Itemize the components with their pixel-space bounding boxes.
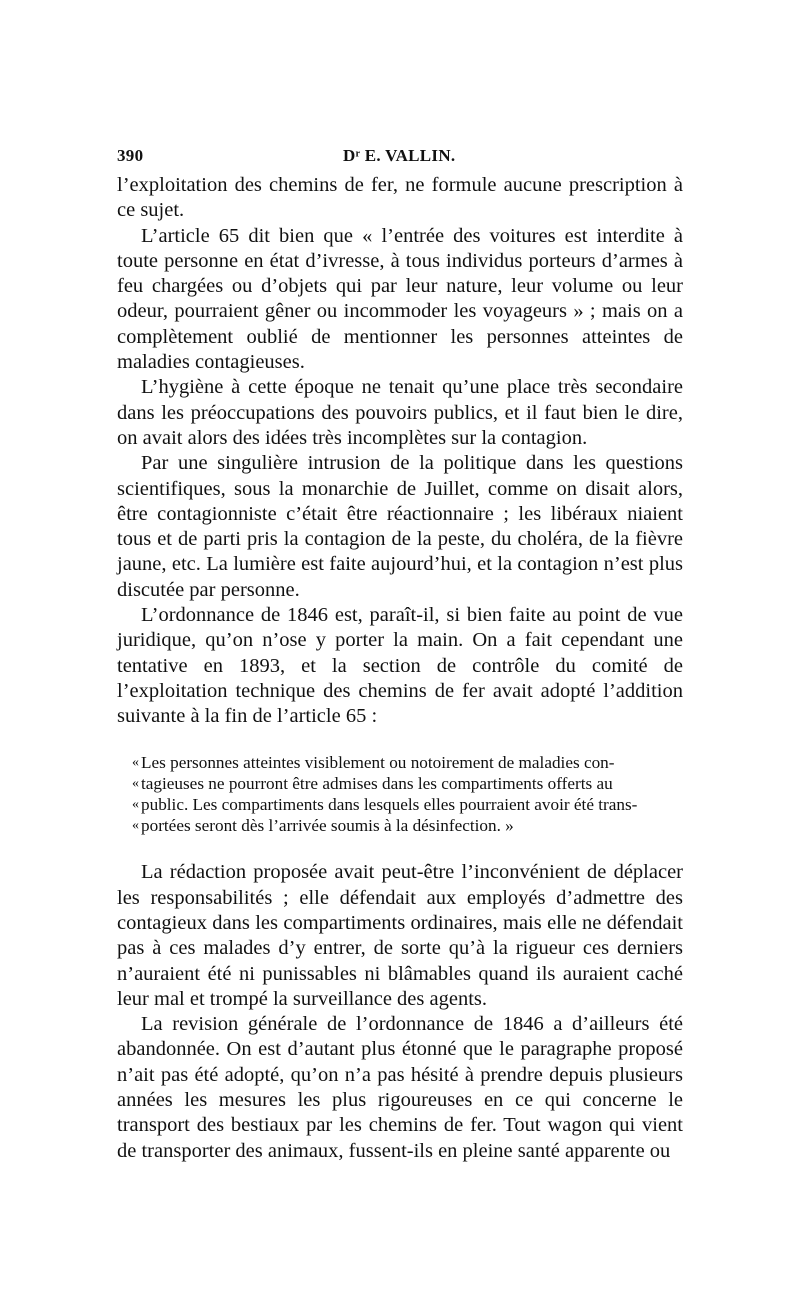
quote-text: Les personnes atteintes visiblement ou notoirement de maladies con- <box>141 752 615 772</box>
quote-text: public. Les compartiments dans lesquels elles pourraient avoir été trans- <box>141 794 638 814</box>
quote-text: tagieuses ne pourront être admises dans les compartiments offerts au <box>141 773 613 793</box>
quote-mark: « <box>132 775 139 791</box>
paragraph-politics: Par une singulière intrusion de la politique dans les questions scientifiques, sous la monarchie de Juillet, comme on disait alors, être contagionniste c’était être réactionnaire ; les libéraux niaient tous et de parti pris la contagion de la peste, du choléra, de la fièvre jaune, etc. La lumière est faite aujourd’hui, et la contagion n’est plus discutée par personne. <box>117 452 683 601</box>
book-page <box>117 146 683 1164</box>
block-quote <box>117 752 683 837</box>
quote-mark: « <box>132 818 139 834</box>
page-number: 390 <box>117 146 144 165</box>
quote-line <box>117 794 683 815</box>
paragraph-revision: La revision générale de l’ordonnance de 1846 a d’ailleurs été abandonnée. On est d’autant plus étonné que le paragraphe proposé n’ait pas été adopté, qu’on n’a pas hésité à prendre depuis plusieurs années les mesures les plus rigoureuses en ce qui concerne le transport des bestiaux par les chemins de fer. Tout wagon qui vient de transporter des animaux, fussent-ils en pleine santé apparente ou <box>117 1013 683 1162</box>
quote-line <box>117 773 683 794</box>
quote-line <box>117 752 683 773</box>
paragraph-continuation: l’exploitation des chemins de fer, ne formule aucune prescription à ce sujet. <box>117 174 683 222</box>
paragraph-ordonnance-1846: L’ordonnance de 1846 est, paraît-il, si bien faite au point de vue juridique, qu’on n’ose y porter la main. On a fait cependant une tentative en 1893, et la section de contrôle du comité de l’exploitation technique des chemins de fer avait adopté l’addition suivante à la fin de l’article 65 : <box>117 604 683 728</box>
running-head <box>117 146 683 172</box>
paragraph-redaction: La rédaction proposée avait peut-être l’inconvénient de déplacer les responsabilités ; elle défendait aux employés d’admettre des contagieux dans les compartiments ordinaires, mais elle ne défendait pas à ces malades d’y entrer, de sorte qu’à la rigueur ces derniers n’auraient été ni punissables ni blâmables quand ils auraient caché leur mal et trompé la surveillance des agents. <box>117 861 683 1010</box>
running-title: Dʳ E. VALLIN. <box>343 146 456 165</box>
quote-mark: « <box>132 754 139 770</box>
paragraph-hygiene: L’hygiène à cette époque ne tenait qu’une place très secondaire dans les préoccupations des pouvoirs publics, et il faut bien le dire, on avait alors des idées très incomplètes sur la contagion. <box>117 376 683 449</box>
quote-mark: « <box>132 796 139 812</box>
paragraph-article-65: L’article 65 dit bien que « l’entrée des voitures est interdite à toute personne en état d’ivresse, à tous individus porteurs d’armes à feu chargées ou d’objets qui par leur nature, leur volume ou leur odeur, pourraient gêner ou incommoder les voyageurs » ; mais on a complètement oublié de mentionner les personnes atteintes de maladies contagieuses. <box>117 224 683 374</box>
quote-line <box>117 815 683 836</box>
quote-text: portées seront dès l’arrivée soumis à la désinfection. » <box>141 816 514 836</box>
